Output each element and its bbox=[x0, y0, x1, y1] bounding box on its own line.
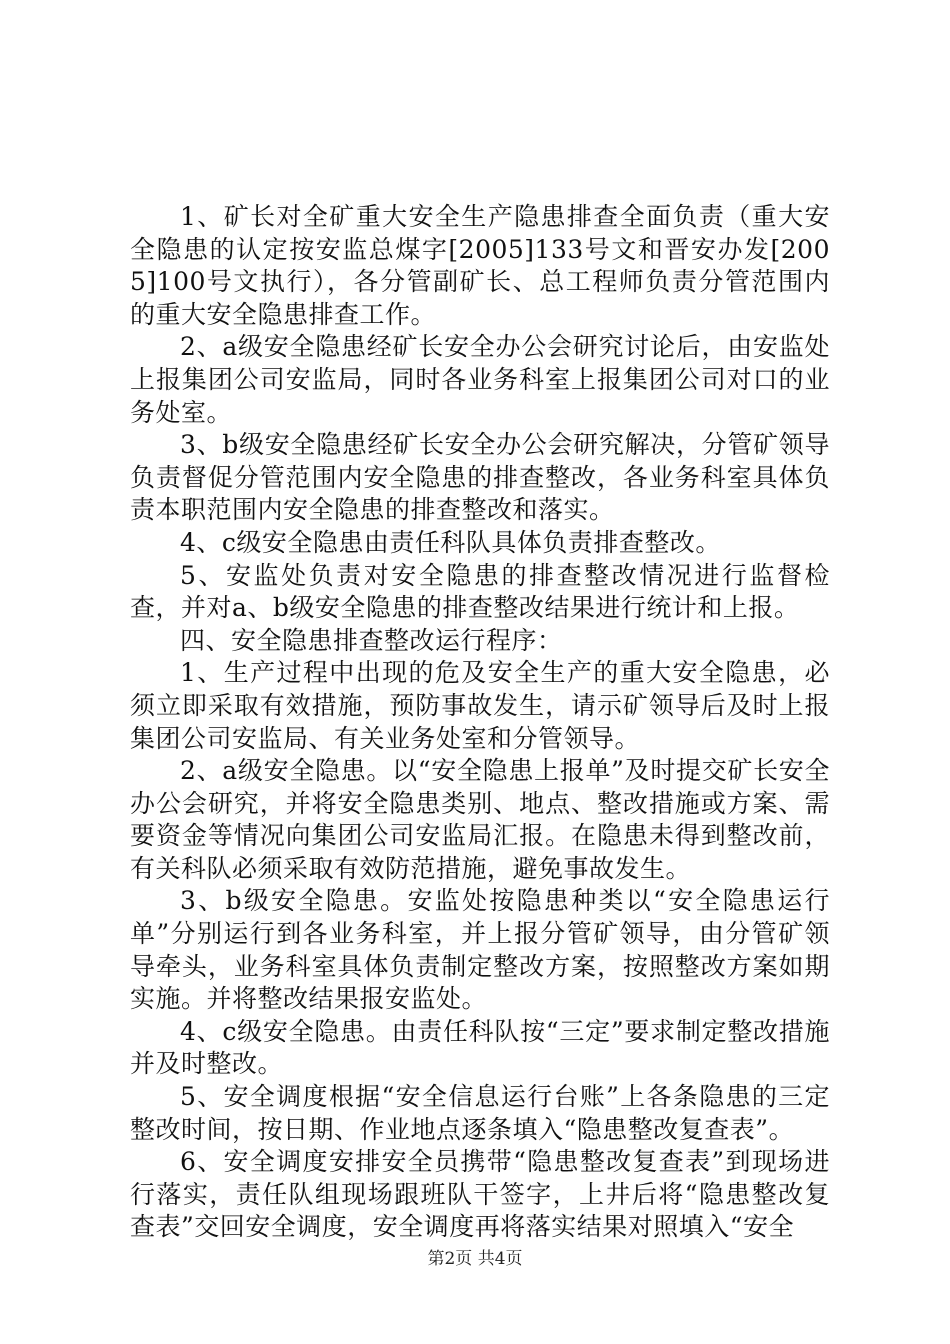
paragraph-11: 6、安全调度安排安全员携带“隐患整改复查表”到现场进行落实，责任队组现场跟班队干签字，上井后将“隐患整改复查表”交回安全调度，安全调度再将落实结果对照填入“安全 bbox=[130, 1147, 830, 1242]
paragraph-2: 2、a级安全隐患经矿长安全办公会研究讨论后，由安监处上报集团公司安监局，同时各业务科室上报集团公司对口的业务处室。 bbox=[130, 332, 830, 427]
paragraph-10: 5、安全调度根据“安全信息运行台账”上各条隐患的三定整改时间，按日期、作业地点逐条填入“隐患整改复查表”。 bbox=[130, 1082, 830, 1144]
paragraph-1: 1、矿长对全矿重大安全生产隐患排查全面负责（重大安全隐患的认定按安监总煤字[2005]133号文和晋安办发[2005]100号文执行），各分管副矿长、总工程师负责分管范围内的重大安全隐患排查工作。 bbox=[130, 202, 830, 329]
section-heading: 四、安全隐患排查整改运行程序： bbox=[180, 625, 563, 655]
paragraph-9: 4、c级安全隐患。由责任科队按“三定”要求制定整改措施并及时整改。 bbox=[130, 1016, 830, 1079]
paragraph-3: 3、b级安全隐患经矿长安全办公会研究解决，分管矿领导负责督促分管范围内安全隐患的排查整改，各业务科室具体负责本职范围内安全隐患的排查整改和落实。 bbox=[130, 430, 830, 525]
paragraph-6: 1、生产过程中出现的危及安全生产的重大安全隐患，必须立即采取有效措施，预防事故发生，请示矿领导后及时上报集团公司安监局、有关业务处室和分管领导。 bbox=[130, 658, 830, 753]
document-body bbox=[130, 201, 830, 1244]
paragraph-4: 4、c级安全隐患由责任科队具体负责排查整改。 bbox=[180, 527, 721, 557]
paragraph-5: 5、安监处负责对安全隐患的排查整改情况进行监督检查，并对a、b级安全隐患的排查整改结果进行统计和上报。 bbox=[130, 560, 830, 623]
paragraph-8: 3、b级安全隐患。安监处按隐患种类以“安全隐患运行单”分别运行到各业务科室，并上报分管矿领导，由分管矿领导牵头，业务科室具体负责制定整改方案，按照整改方案如期实施。并将整改结果报安监处。 bbox=[130, 886, 830, 1014]
paragraph-7: 2、a级安全隐患。以“安全隐患上报单”及时提交矿长安全办公会研究，并将安全隐患类别、地点、整改措施或方案、需要资金等情况向集团公司安监局汇报。在隐患未得到整改前，有关科队必须采取有效防范措施，避免事故发生。 bbox=[130, 756, 830, 883]
page-number-footer: 第2页 共4页 bbox=[427, 1249, 523, 1269]
